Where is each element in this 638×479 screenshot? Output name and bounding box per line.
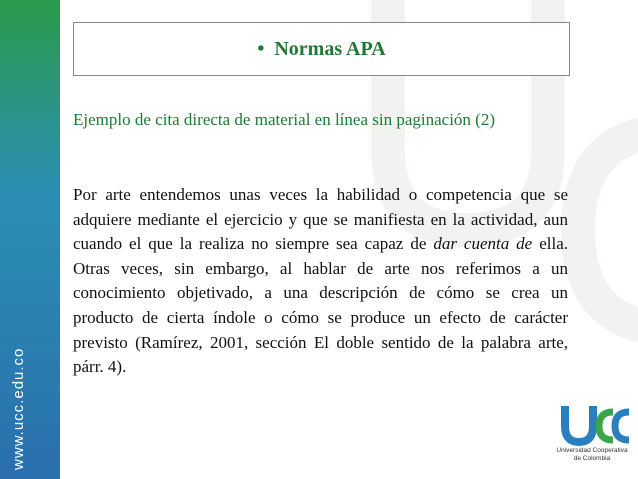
paragraph-part-1: Por arte entendemos unas veces la habilidad o competencia que se adquiere mediante el ejercicio y que se manifiesta en la actividad, aun cuando el que la realiza no siempre sea capaz de (73, 185, 568, 254)
slide-title (257, 38, 385, 61)
logo-caption-line-2: de Colombia (573, 455, 611, 462)
logo-c-shape-2 (615, 412, 629, 440)
section-subtitle: Ejemplo de cita directa de material en línea sin paginación (2) (73, 110, 495, 129)
title-bullet: • (257, 37, 265, 60)
title-text: Normas APA (274, 37, 386, 60)
website-url: www.ucc.edu.co (10, 347, 27, 470)
logo-c-shape-1 (599, 412, 613, 440)
logo-caption (548, 447, 636, 463)
paragraph-italic: dar cuenta de (433, 234, 533, 254)
logo-u-shape (565, 406, 593, 442)
quote-paragraph (73, 183, 568, 380)
paragraph-part-2: ella. Otras veces, sin embargo, al hablar de arte nos referimos a un conocimiento objetivado, a una descripción de cómo se crea un producto de cierta índole o cómo se produce un efecto de carácter previsto (Ramírez, 2001, sección El doble sentido de la palabra arte, párr. 4). (73, 234, 568, 377)
title-box (73, 22, 570, 76)
left-brand-band (0, 0, 60, 479)
logo-caption-line-1: Universidad Cooperativa (556, 447, 628, 454)
